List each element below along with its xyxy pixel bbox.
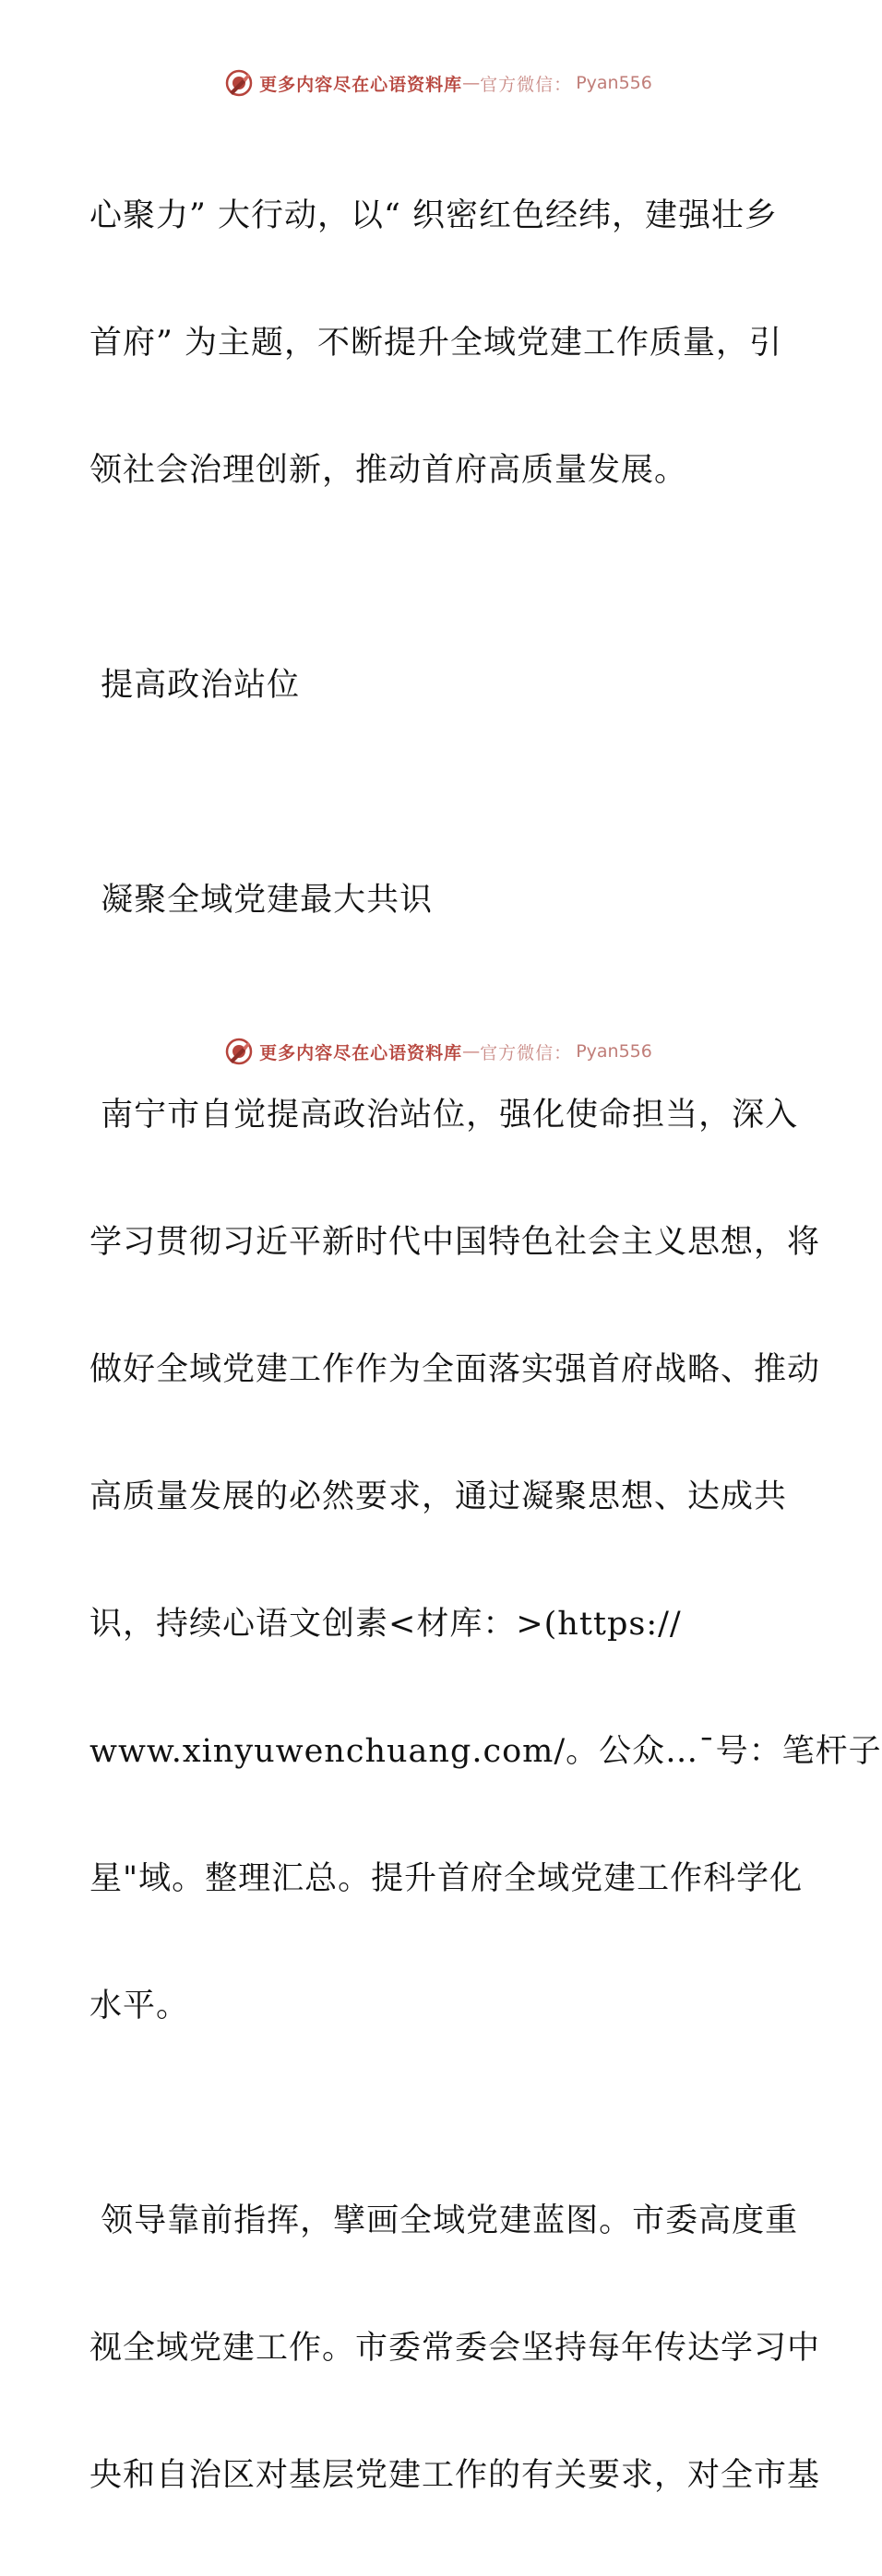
watermark-footer [0,1033,876,1070]
text-line: 高质量发展的必然要求，通过凝聚思想、达成共 [89,1478,788,1515]
pen-logo-icon [224,68,254,98]
watermark-header [0,65,876,101]
paragraph-nanning [89,1015,882,2107]
text-line: www.xinyuwenchuang.com/。公众…¯号：笔杆子 [89,1733,882,1770]
section-subheading [89,800,791,1001]
text-line: 领社会治理创新，推动首府高质量发展。 [89,452,688,489]
watermark-wechat-id: Pyan556 [576,73,652,93]
text-line: 识，持续心语文创素<材库：>(https:// [89,1606,682,1643]
subheading-line: 凝聚全域党建最大共识 [89,882,434,919]
watermark-brand-text: 更多内容尽在心语资料库 [259,74,463,95]
heading-line: 提高政治站位 [89,667,301,704]
watermark-brand-text: 更多内容尽在心语资料库 [259,1042,463,1063]
text-line: 南宁市自觉提高政治站位，强化使命担当，深入 [89,1097,799,1134]
text-line: 领导靠前指挥，擘画全域党建蓝图。市委高度重 [89,2202,799,2239]
watermark-official-label: 官方微信： [480,74,573,95]
text-line: 央和自治区对基层党建工作的有关要求，对全市基 [89,2457,821,2494]
text-line: 视全域党建工作。市委常委会坚持每年传达学习中 [89,2330,821,2367]
watermark-dash: — [462,73,481,93]
text-line: 首府” 为主题，不断提升全域党建工作质量，引 [89,325,783,362]
text-line: 水平。 [89,1988,190,2024]
paragraph-intro-continuation [89,115,791,571]
document-body [89,115,882,2576]
text-line: 星"域。整理汇总。提升首府全域党建工作科学化 [89,1860,804,1897]
watermark-dash: — [462,1041,481,1062]
watermark-official-label: 官方微信： [480,1042,573,1063]
text-line: 学习贯彻习近平新时代中国特色社会主义思想，将 [89,1224,821,1261]
section-heading [89,585,791,786]
text-line: 心聚力” 大行动，以“ 织密红色经纬，建强壮乡 [89,197,779,234]
watermark-wechat-id: Pyan556 [576,1041,652,1062]
pen-logo-icon [224,1037,254,1066]
text-line: 做好全域党建工作作为全面落实强首府战略、推动 [89,1351,821,1388]
paragraph-leadership [89,2120,821,2576]
